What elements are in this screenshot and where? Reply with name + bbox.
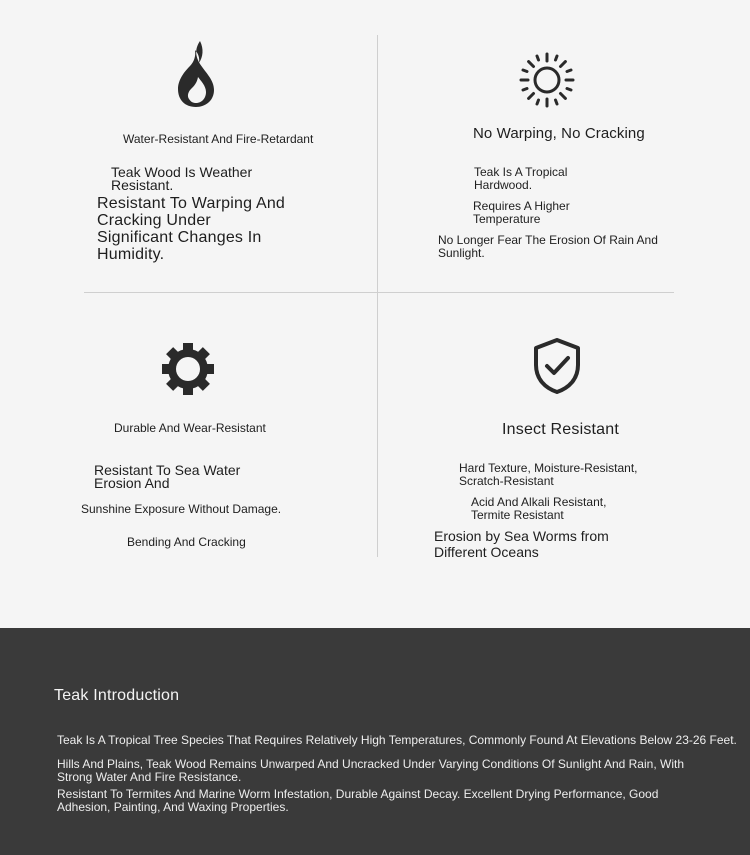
intro-paragraph: Teak Is A Tropical Tree Species That Requires Relatively High Temperatures, Commonly Found At Elevations Below 23-26 Feet. bbox=[57, 733, 737, 747]
intro-paragraph: Resistant To Termites And Marine Worm Infestation, Durable Against Decay. Excellent Drying Performance, Good Adhesion, Painting, And Waxing Properties. bbox=[57, 787, 659, 814]
feature-title: Durable And Wear-Resistant bbox=[114, 421, 266, 435]
feature-line: Erosion by Sea Worms from Different Oceans bbox=[434, 528, 609, 560]
sun-icon bbox=[519, 52, 575, 108]
teak-introduction-section bbox=[0, 628, 750, 855]
gear-icon bbox=[161, 342, 215, 396]
feature-line: Resistant To Sea Water Erosion And bbox=[94, 462, 241, 491]
feature-line: Hard Texture, Moisture-Resistant, Scratch-Resistant bbox=[459, 461, 638, 488]
horizontal-divider bbox=[84, 292, 674, 293]
feature-title: Insect Resistant bbox=[502, 421, 620, 438]
feature-title: No Warping, No Cracking bbox=[473, 125, 645, 142]
feature-line: Teak Is A Tropical Hardwood. bbox=[474, 165, 568, 192]
shield-check-icon bbox=[532, 337, 582, 395]
section-title: Teak Introduction bbox=[54, 687, 180, 704]
feature-title: Water-Resistant And Fire-Retardant bbox=[123, 132, 314, 146]
feature-line: Teak Wood Is Weather Resistant. bbox=[111, 164, 253, 193]
vertical-divider bbox=[377, 35, 378, 557]
feature-line: Acid And Alkali Resistant, Termite Resistant bbox=[471, 495, 607, 522]
feature-line: Requires A Higher Temperature bbox=[473, 199, 570, 226]
intro-paragraph: Hills And Plains, Teak Wood Remains Unwarped And Uncracked Under Varying Conditions Of Sunlight And Rain, With Strong Water And Fire Resistance. bbox=[57, 757, 684, 784]
feature-line: Resistant To Warping And Cracking Under Significant Changes In Humidity. bbox=[97, 195, 286, 263]
feature-line: No Longer Fear The Erosion Of Rain And Sunlight. bbox=[438, 233, 658, 260]
feature-line: Sunshine Exposure Without Damage. bbox=[81, 502, 282, 516]
feature-line: Bending And Cracking bbox=[127, 535, 246, 549]
flame-icon bbox=[176, 40, 216, 108]
